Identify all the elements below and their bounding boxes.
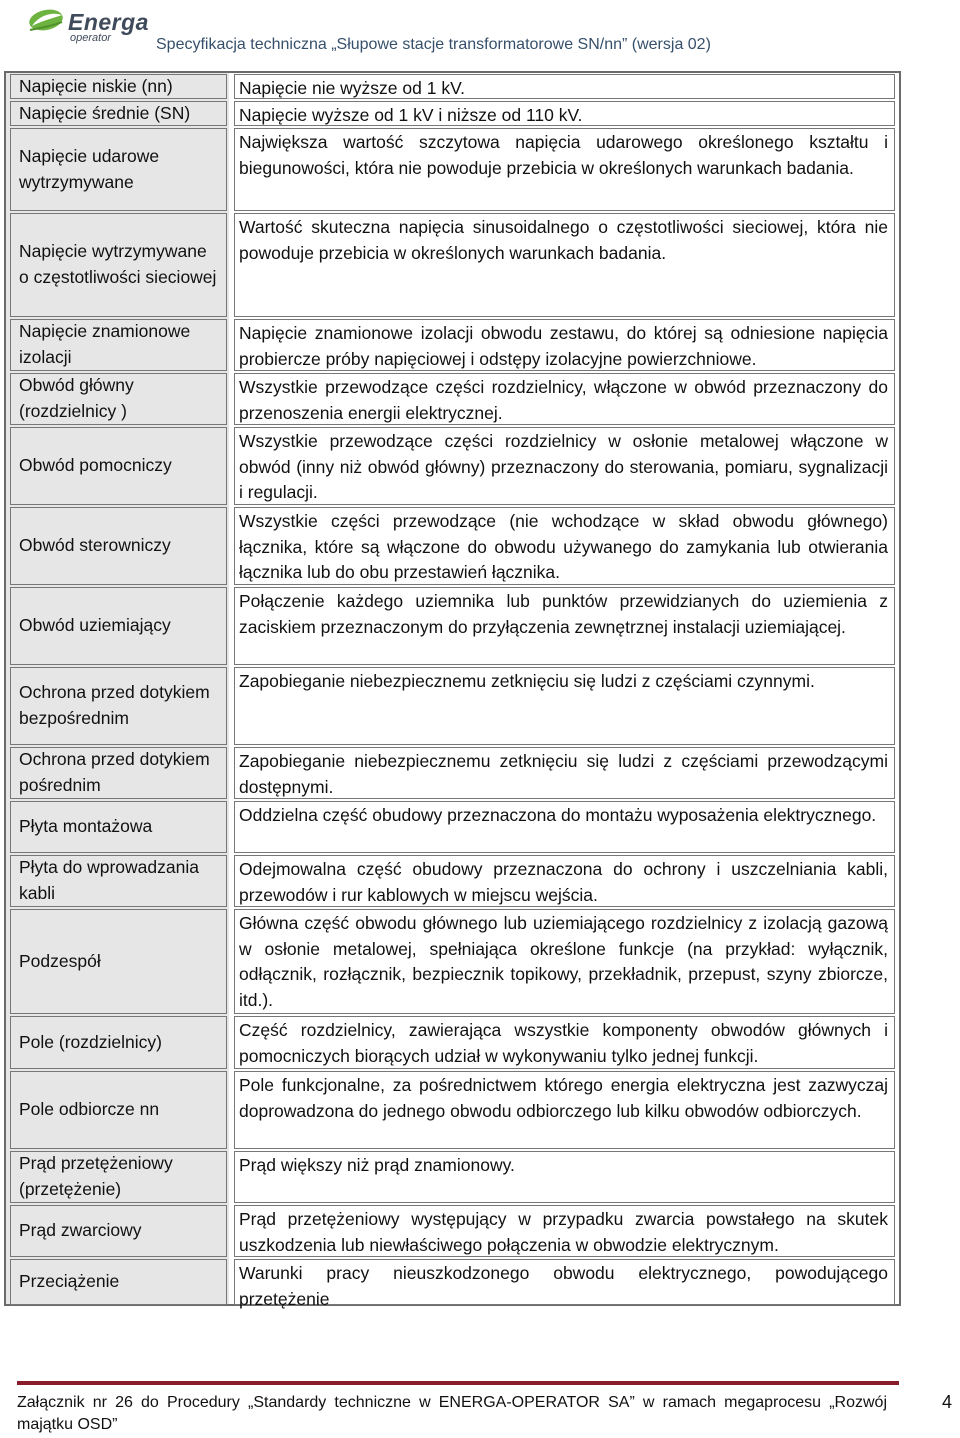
energa-leaf-icon [26,6,66,38]
term-text: Obwód sterowniczy [19,535,171,556]
table-row [6,318,899,372]
table-row [6,908,899,1015]
table-row [6,1015,899,1070]
table-row [6,746,899,800]
definition-cell: Połączenie każdego uziemnika lub punktów przewidzianych do uziemienia z zaciskiem przeznaczonym do przyłączenia zewnętrznej instalacji uziemiającej. [234,587,895,665]
term-cell [10,1016,227,1069]
footer-rule [17,1381,899,1385]
page-number: 4 [942,1392,953,1412]
definition-cell: Napięcie nie wyższe od 1 kV. [234,74,895,99]
term-cell [10,319,227,371]
term-text: Płyta montażowa [19,816,153,837]
document-title: Specyfikacja techniczna „Słupowe stacje transformatorowe SN/nn” (wersja 02) [156,36,711,53]
logo-subtitle: operator [70,32,111,44]
table-row [6,586,899,666]
table-row [6,212,899,318]
definition-cell: Napięcie znamionowe izolacji obwodu zestawu, do której są odniesione napięcia probiercze próby napięciowej i odstępy izolacyjne powierzchniowe. [234,319,895,371]
term-cell [10,74,227,99]
definition-cell: Wartość skuteczna napięcia sinusoidalnego o częstotliwości sieciowej, która nie powoduje przebicia w określonych warunkach badania. [234,213,895,317]
term-text: Napięcie znamionowe izolacji [19,321,191,367]
term-text: Przeciążenie [19,1271,120,1292]
table-row [6,854,899,908]
term-cell [10,909,227,1014]
term-cell [10,1205,227,1257]
term-text: Ochrona przed dotykiem pośrednim [19,749,210,795]
term-cell [10,507,227,585]
term-text: Napięcie niskie (nn) [19,75,173,96]
term-text: Prąd przetężeniowy (przetężenie) [19,1153,173,1199]
term-cell [10,427,227,505]
term-text: Podzespół [19,950,101,971]
term-text: Prąd zwarciowy [19,1220,142,1241]
table-row [6,100,899,127]
term-text: Napięcie średnie (SN) [19,102,191,123]
term-cell [10,1259,227,1305]
definition-cell: Zapobieganie niebezpiecznemu zetknięciu się ludzi z częściami czynnymi. [234,667,895,745]
table-row [6,372,899,426]
term-text: Obwód główny (rozdzielnicy ) [19,375,134,421]
table-row [6,666,899,746]
table-row [6,506,899,586]
definition-cell: Prąd przetężeniowy występujący w przypadku zwarcia powstałego na skutek uszkodzenia lub niewłaściwego połączenia w obwodzie elektrycznym. [234,1205,895,1257]
term-text: Ochrona przed dotykiem bezpośrednim [19,682,210,728]
term-cell [10,747,227,799]
term-cell [10,667,227,745]
energa-operator-logo [26,6,166,46]
table-row [6,800,899,854]
term-cell [10,1071,227,1149]
definition-cell: Napięcie wyższe od 1 kV i niższe od 110 kV. [234,101,895,126]
term-text: Płyta do wprowadzania kabli [19,857,199,903]
definition-cell: Oddzielna część obudowy przeznaczona do montażu wyposażenia elektrycznego. [234,801,895,853]
term-cell [10,213,227,317]
definition-cell: Wszystkie przewodzące części rozdzielnicy w osłonie metalowej włączone w obwód (inny niż obwód główny) przeznaczony do sterowania, pomiaru, sygnalizacji i regulacji. [234,427,895,505]
term-cell [10,101,227,126]
term-cell [10,373,227,425]
footer-text: Załącznik nr 26 do Procedury „Standardy techniczne w ENERGA-OPERATOR SA” w ramach megaprocesu „Rozwój majątku OSD” [17,1394,887,1433]
term-text: Obwód pomocniczy [19,455,172,476]
table-row [6,1150,899,1204]
term-text: Pole odbiorcze nn [19,1099,160,1120]
definition-cell: Największa wartość szczytowa napięcia udarowego określonego kształtu i biegunowości, która nie powoduje przebicia w określonych warunkach badania. [234,128,895,211]
definitions-table [4,71,901,1309]
definition-cell: Prąd większy niż prąd znamionowy. [234,1151,895,1203]
term-cell [10,855,227,907]
term-cell [10,128,227,211]
term-cell [10,587,227,665]
table-row [6,73,899,100]
definition-cell: Wszystkie przewodzące części rozdzielnicy, włączone w obwód przeznaczony do przenoszenia energii elektrycznej. [234,373,895,425]
term-text: Napięcie wytrzymywane o częstotliwości sieciowej [19,241,217,287]
definition-cell: Wszystkie części przewodzące (nie wchodzące w skład obwodu głównego) łącznika, które są włączone do obwodu używanego do zamykania lub otwierania łącznika lub do obu przestawień łącznika. [234,507,895,585]
term-cell [10,1151,227,1203]
definition-cell: Zapobieganie niebezpiecznemu zetknięciu się ludzi z częściami przewodzącymi dostępnymi. [234,747,895,799]
term-cell [10,801,227,853]
table-row [6,1070,899,1150]
term-text: Napięcie udarowe wytrzymywane [19,145,160,192]
table-row [6,1258,899,1309]
table-row [6,1204,899,1258]
definition-cell: Warunki pracy nieuszkodzonego obwodu elektrycznego, powodującego przetężenie [234,1259,895,1305]
definition-cell: Część rozdzielnicy, zawierająca wszystkie komponenty obwodów głównych i pomocniczych biorących udział w wykonywaniu tylko jednej funkcji. [234,1016,895,1069]
term-text: Obwód uziemiający [19,615,171,636]
definition-cell: Odejmowalna część obudowy przeznaczona do ochrony i uszczelniania kabli, przewodów i rur kablowych w miejscu wejścia. [234,855,895,907]
logo-name: Energa [68,9,149,35]
table-row [6,127,899,212]
term-text: Pole (rozdzielnicy) [19,1031,162,1052]
table-row [6,426,899,506]
definition-cell: Pole funkcjonalne, za pośrednictwem którego energia elektryczna jest zazwyczaj doprowadzona do jednego obwodu odbiorczego lub kilku obwodów odbiorczych. [234,1071,895,1149]
definition-cell: Główna część obwodu głównego lub uziemiającego rozdzielnicy z izolacją gazową w osłonie metalowej, spełniająca określone funkcje (na przykład: wyłącznik, odłącznik, rozłącznik, bezpiecznik topikowy, przekładnik, przepust, szyny zbiorcze, itd.). [234,909,895,1014]
